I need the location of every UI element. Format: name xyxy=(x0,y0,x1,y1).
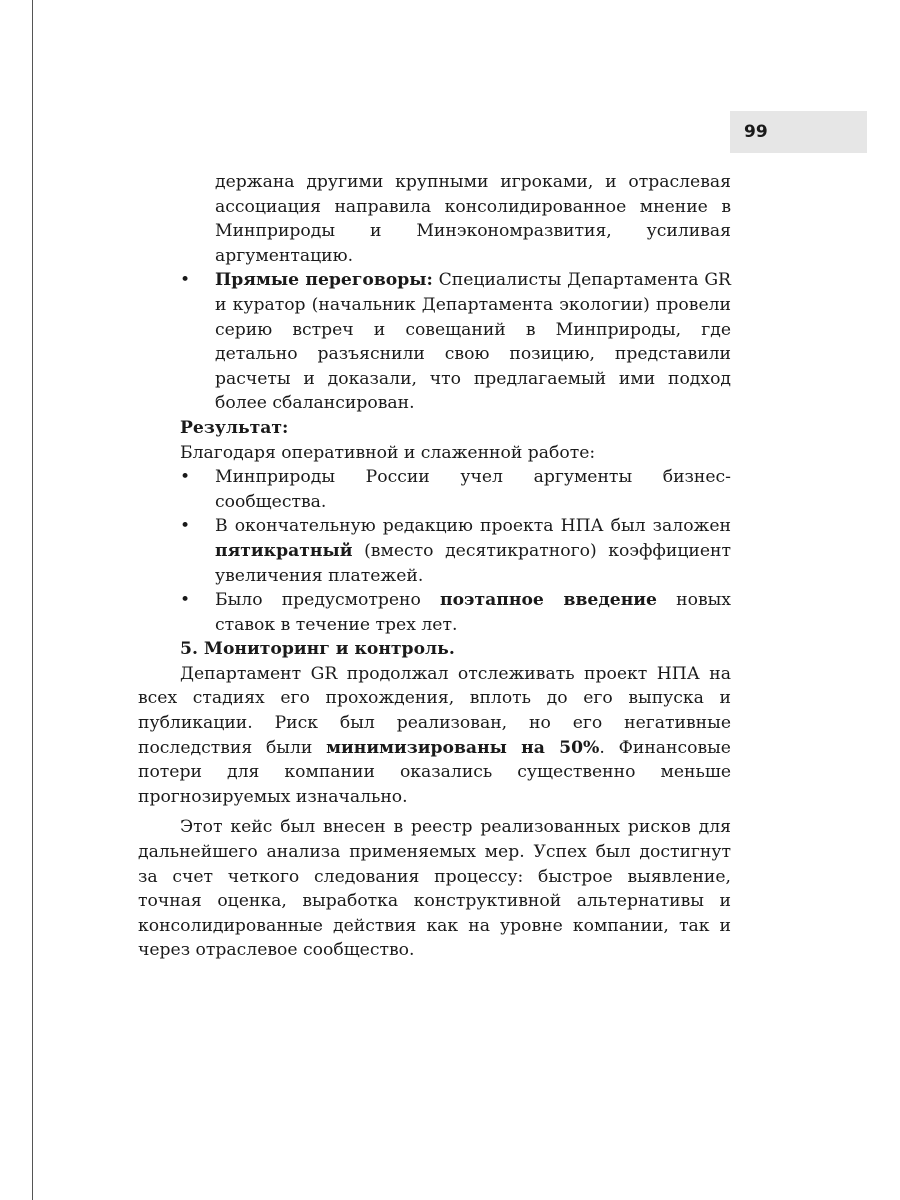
list-item-text-after: новых ставок в течение трех лет. xyxy=(215,590,731,635)
result-heading: Результат: xyxy=(180,417,289,438)
direct-talks-text: Специалисты Департамента GR и куратор (начальник Департамента экологии) провели серию встреч и совещаний в Минприроды, где детально разъяснили свою позицию, представили расчеты и доказали, что предлагаемый ими подход более сбалансирован. xyxy=(215,270,731,414)
page-spine-line xyxy=(32,0,33,1200)
list-item-text: Минприроды России учел аргументы бизнес-сообщества. xyxy=(215,467,731,512)
monitoring-text-after: . Финансовые потери для компании оказались существенно меньше прогнозируемых изначально. xyxy=(138,737,731,807)
bullet-icon: • xyxy=(180,516,191,537)
list-item-text: В окончательную редакцию проекта НПА был заложен xyxy=(215,516,731,537)
list-item xyxy=(180,588,731,637)
closing-paragraph: Этот кейс был внесен в реестр реализованных рисков для дальнейшего анализа применяемых мер. Успех был достигнут за счет четкого следования процессу: быстрое выявление, точная оценка, выработка конструктивной альтернативы и консолидированные действия как на уровне компании, так и через отраслевое сообщество. xyxy=(138,817,731,961)
section-heading: 5. Мониторинг и контроль. xyxy=(180,639,455,660)
list-item-emphasis: поэтапное введение xyxy=(440,590,657,611)
page-number: 99 xyxy=(744,122,768,142)
continued-bullet-paragraph xyxy=(180,170,731,268)
monitoring-text: Департамент GR продолжал отслеживать проект НПА на всех стадиях его прохождения, вплоть до его выпуска и публикации. Риск был реализован, но его негативные последствия были xyxy=(138,663,731,758)
monitoring-emphasis: минимизированы на 50% xyxy=(326,737,600,758)
page-body xyxy=(138,170,731,963)
bullet-icon: • xyxy=(180,270,191,291)
list-item-emphasis: пятикратный xyxy=(215,540,353,561)
monitoring-paragraph xyxy=(138,662,731,810)
list-item-text: Было предусмотрено xyxy=(215,590,440,611)
direct-talks-label: Прямые переговоры: xyxy=(215,270,433,291)
list-item xyxy=(180,465,731,514)
list-item-direct-talks xyxy=(180,268,731,416)
bullet-icon: • xyxy=(180,467,191,488)
result-intro: Благодаря оперативной и слаженной работе: xyxy=(180,442,596,463)
list-item xyxy=(180,514,731,588)
list-item-text-after: (вместо десятикратного) коэффициент увеличения платежей. xyxy=(215,540,731,586)
page-number-tab xyxy=(730,111,867,153)
continued-bullet-text: держана другими крупными игроками, и отраслевая ассоциация направила консолидированное мнение в Минприроды и Минэкономразвития, усиливая аргументацию. xyxy=(215,172,731,266)
bullet-icon: • xyxy=(180,590,191,611)
